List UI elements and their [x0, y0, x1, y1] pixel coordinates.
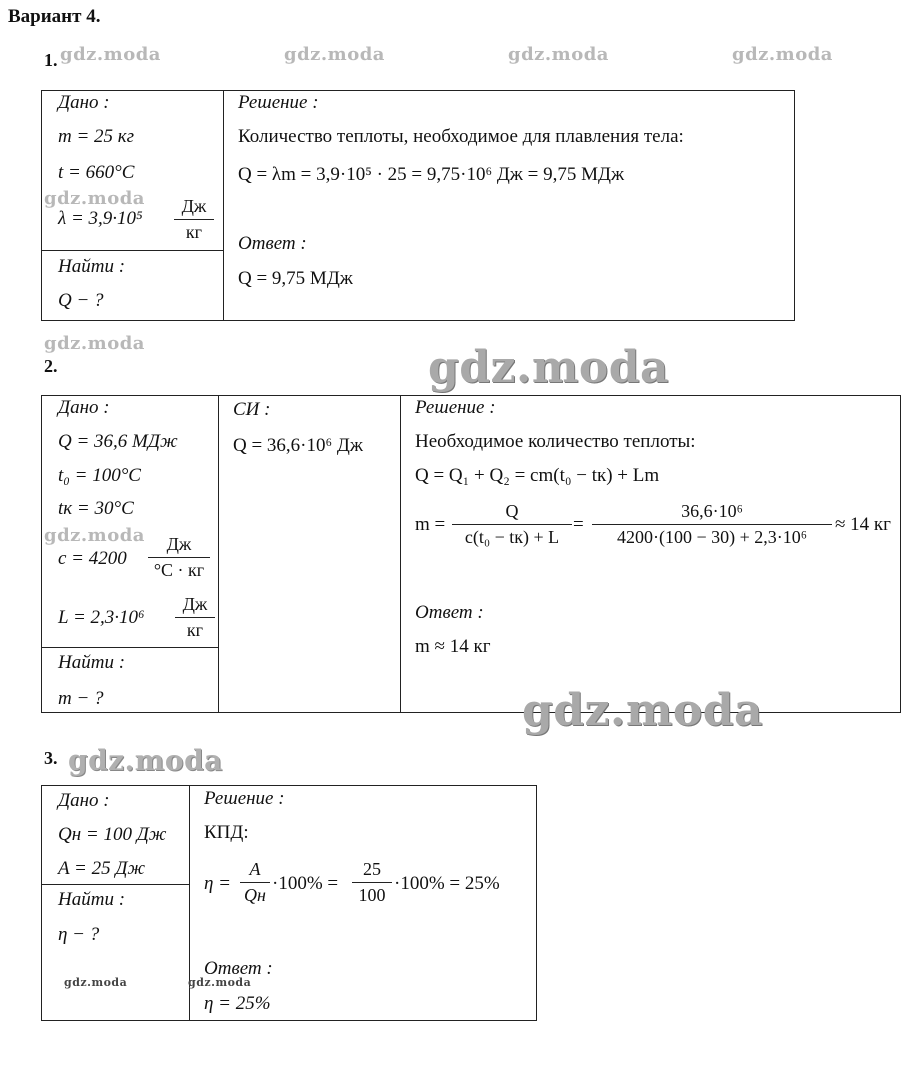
watermark: gdz.moda — [188, 976, 252, 989]
problem-3-middle: ·100% = — [272, 873, 339, 894]
problem-2-answer: m ≈ 14 кг — [415, 636, 491, 657]
watermark: gdz.moda — [44, 525, 145, 546]
problem-1-given-label: Дано : — [58, 92, 110, 113]
watermark: gdz.moda — [68, 744, 223, 777]
c-unit-denominator: °C · кг — [153, 560, 205, 580]
problem-2-find-value: m − ? — [58, 688, 104, 709]
c-unit-numerator: Дж — [166, 534, 192, 554]
problem-1-number: 1. — [44, 50, 58, 70]
problem-3-given-label: Дано : — [58, 790, 110, 811]
fraction-efficiency-numerator: A — [249, 859, 261, 879]
page-title: Вариант 4. — [8, 6, 101, 27]
lambda-unit-numerator: Дж — [181, 196, 207, 216]
problem-2-formula-2-result: ≈ 14 кг — [835, 514, 891, 535]
watermark: gdz.moda — [44, 188, 145, 209]
problem-2-formula-2-eq: = — [573, 514, 584, 535]
fraction-symbolic-denominator: c(t₀ − tк) + L — [464, 527, 560, 547]
fraction-numeric-denominator: 4200·(100 − 30) + 2,3·10⁶ — [616, 527, 808, 547]
watermark: gdz.moda — [284, 44, 385, 65]
problem-3-result: ·100% = 25% — [394, 873, 500, 894]
watermark: gdz.moda — [64, 976, 128, 989]
problem-3-given-work: A = 25 Дж — [58, 858, 146, 879]
problem-2-divider-si — [218, 395, 219, 713]
problem-3-find-value: η − ? — [58, 924, 100, 945]
fraction-numeric-numerator: 25 — [363, 859, 381, 879]
watermark: gdz.moda — [732, 44, 833, 65]
problem-1-lambda-unit — [174, 196, 214, 243]
problem-2-divider-solution — [400, 395, 401, 713]
problem-2-fraction-numeric — [592, 501, 832, 548]
problem-1-solution-text: Количество теплоты, необходимое для плавления тела: — [238, 126, 684, 147]
problem-1-divider — [223, 90, 224, 321]
problem-3-solution-text: КПД: — [204, 822, 249, 843]
problem-2-si-value: Q = 36,6·10⁶ Дж — [233, 435, 363, 456]
fraction-symbolic-numerator: Q — [505, 501, 519, 521]
problem-2-formula-1: Q = Q₁ + Q₂ = cm(t₀ − tк) + Lm — [415, 465, 660, 486]
watermark: gdz.moda — [44, 333, 145, 354]
problem-2-si-label: СИ : — [233, 399, 271, 420]
problem-2-solution-label: Решение : — [415, 397, 496, 418]
problem-1-answer: Q = 9,75 МДж — [238, 268, 353, 289]
problem-1-find-label: Найти : — [58, 256, 126, 277]
watermark: gdz.moda — [522, 685, 764, 736]
problem-1-find-value: Q − ? — [58, 290, 104, 311]
problem-2-given-L: L = 2,3·10⁶ — [58, 607, 145, 628]
problem-2-fraction-symbolic — [452, 501, 572, 548]
problem-3-find-divider — [41, 884, 189, 885]
problem-2-L-unit — [175, 594, 215, 641]
problem-3-answer-label: Ответ : — [204, 958, 273, 979]
fraction-efficiency-denominator: Qн — [244, 885, 266, 905]
problem-2-solution-text: Необходимое количество теплоты: — [415, 431, 696, 452]
problem-1-given-lambda: λ = 3,9·10⁵ — [58, 208, 143, 229]
problem-1-answer-label: Ответ : — [238, 233, 307, 254]
problem-2-given-t0: t₀ = 100°C — [58, 465, 141, 486]
problem-1-given-temp: t = 660°C — [58, 162, 135, 183]
problem-1-solution-label: Решение : — [238, 92, 319, 113]
problem-2-given-heat: Q = 36,6 МДж — [58, 431, 178, 452]
problem-3-answer: η = 25% — [204, 993, 271, 1014]
problem-3-fraction-numeric — [352, 859, 392, 906]
problem-2-given-c: c = 4200 — [58, 548, 127, 569]
problem-3-solution-label: Решение : — [204, 788, 285, 809]
L-unit-denominator: кг — [186, 620, 204, 640]
problem-2-given-tk: tк = 30°C — [58, 498, 134, 519]
problem-3-fraction-symbolic — [240, 859, 270, 906]
watermark: gdz.moda — [60, 44, 161, 65]
L-unit-numerator: Дж — [182, 594, 208, 614]
problem-3-number: 3. — [44, 748, 58, 768]
problem-3-find-label: Найти : — [58, 889, 126, 910]
problem-2-number: 2. — [44, 356, 58, 376]
problem-3-eta-lhs: η = — [204, 873, 231, 894]
problem-2-c-unit — [148, 534, 210, 581]
problem-1-table — [41, 90, 795, 321]
problem-1-formula: Q = λm = 3,9·10⁵ · 25 = 9,75·10⁶ Дж = 9,75 МДж — [238, 164, 625, 185]
problem-1-find-divider — [41, 250, 223, 251]
problem-1-given-mass: m = 25 кг — [58, 126, 135, 147]
lambda-unit-denominator: кг — [185, 222, 203, 242]
fraction-numeric-numerator: 36,6·10⁶ — [681, 501, 743, 521]
problem-2-formula-2-lhs: m = — [415, 514, 446, 535]
watermark: gdz.moda — [508, 44, 609, 65]
problem-2-answer-label: Ответ : — [415, 602, 484, 623]
problem-3-given-heat: Qн = 100 Дж — [58, 824, 167, 845]
problem-2-find-divider — [41, 647, 218, 648]
watermark: gdz.moda — [428, 342, 670, 393]
problem-2-given-label: Дано : — [58, 397, 110, 418]
problem-2-find-label: Найти : — [58, 652, 126, 673]
fraction-numeric-denominator: 100 — [358, 885, 386, 905]
